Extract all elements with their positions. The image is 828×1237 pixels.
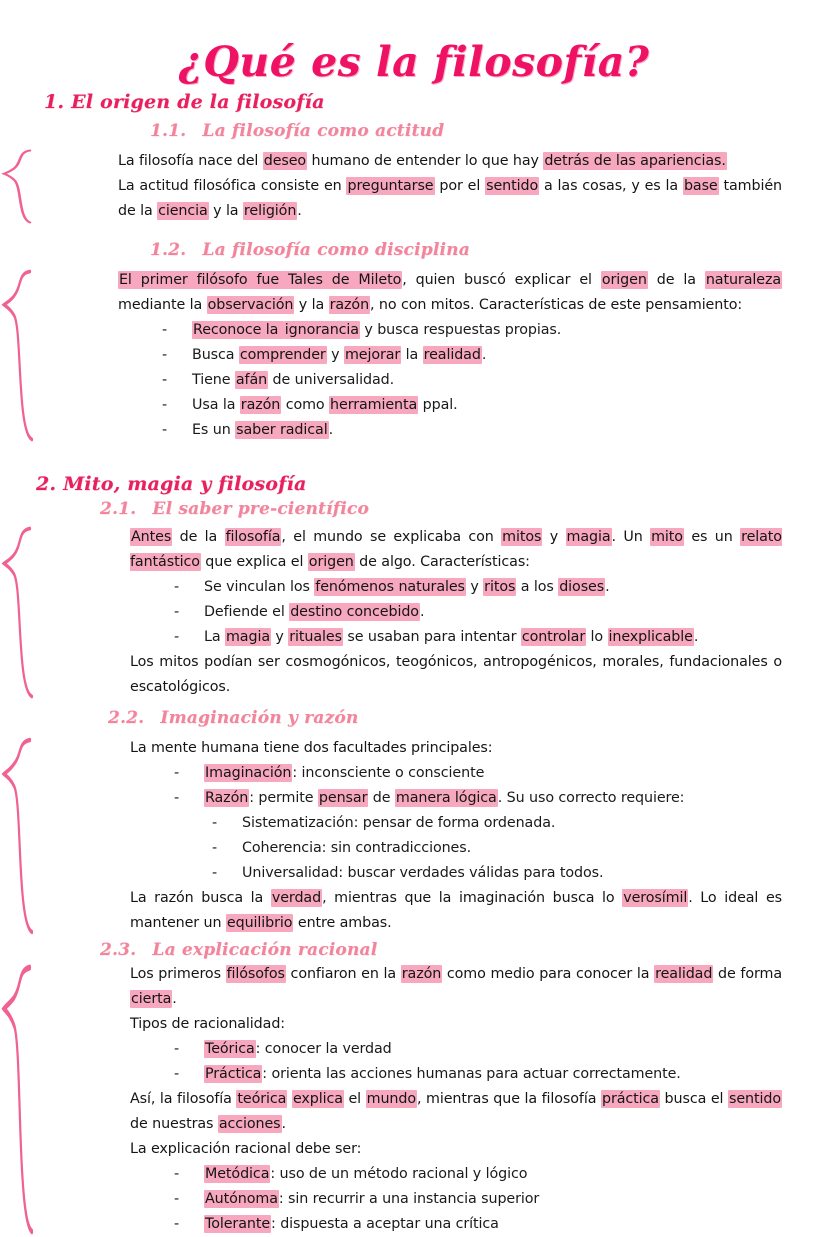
curly-brace-icon <box>0 268 40 443</box>
content-block-2-3 <box>0 962 828 1237</box>
highlighted-text: sentido <box>728 1091 781 1108</box>
subsection-title: La filosofía como actitud <box>202 121 445 142</box>
highlighted-text: relato fantástico <box>130 529 782 571</box>
subsection-title: La filosofía como disciplina <box>202 240 470 261</box>
highlighted-text: detrás de las apariencias. <box>544 153 726 170</box>
content-block-2-2 <box>0 736 828 936</box>
highlighted-text: razón <box>329 297 370 314</box>
content-block-1-2 <box>0 268 828 443</box>
highlighted-text: mitos <box>502 529 542 546</box>
subsection-title: Imaginación y razón <box>160 708 359 729</box>
paragraph: La razón busca la verdad, mientras que la imaginación busca lo verosímil. Lo ideal es mantener un equilibrio entre ambas. <box>130 890 783 932</box>
highlighted-text: pensar <box>318 790 368 807</box>
subsection-number: 1.1. <box>150 121 187 142</box>
paragraph: La explicación racional debe ser: <box>130 1141 362 1158</box>
paragraph: Los primeros filósofos confiaron en la razón como medio para conocer la realidad de forma cierta. <box>130 966 782 1008</box>
list-item: - Usa la razón como herramienta ppal. <box>158 393 782 418</box>
list-item: - Coherencia: sin contradicciones. <box>208 836 782 861</box>
list-item: - Se vinculan los fenómenos naturales y ritos a los dioses. <box>170 575 782 600</box>
subsection-heading-1-2 <box>0 240 828 260</box>
paragraph: Antes de la filosofía, el mundo se explicaba con mitos y magia. Un mito es un relato fantástico que explica el origen de algo. Características: <box>130 529 782 571</box>
highlighted-text: preguntarse <box>347 178 434 195</box>
paragraph: Tipos de racionalidad: <box>130 1016 286 1033</box>
subsection-heading-1-1 <box>0 121 828 141</box>
list-item: - Defiende el destino concebido. <box>170 600 782 625</box>
highlighted-text: práctica <box>601 1091 659 1108</box>
highlighted-text: destino concebido <box>290 604 419 621</box>
highlighted-text: rituales <box>289 629 342 646</box>
highlighted-text: ciencia <box>158 203 208 220</box>
page-title: ¿Qué es la filosofía? <box>178 38 650 86</box>
highlighted-text: razón <box>240 397 281 414</box>
subsection-number: 2.1. <box>100 499 137 520</box>
highlighted-text: Imaginación <box>205 765 292 782</box>
curly-brace-icon <box>0 736 40 936</box>
bullet-list-2-1 <box>130 575 782 650</box>
highlighted-text: mejorar <box>344 347 401 364</box>
sub-bullet-list-2-2 <box>130 811 782 886</box>
highlighted-text: explica <box>292 1091 343 1108</box>
subsection-number: 2.3. <box>100 940 137 961</box>
list-item: - Metódica: uso de un método racional y lógico <box>170 1162 782 1187</box>
subsection-title: La explicación racional <box>152 940 378 961</box>
highlighted-text: Práctica <box>205 1066 262 1083</box>
list-item: - Imaginación: inconsciente o consciente <box>170 761 782 786</box>
final-bullet-list-2-3 <box>130 1162 782 1237</box>
highlighted-text: acciones <box>218 1116 281 1133</box>
paragraph: La actitud filosófica consiste en preguntarse por el sentido a las cosas, y es la base también de la ciencia y la religión. <box>118 178 782 220</box>
subsection-heading-2-2 <box>0 708 828 728</box>
subsection-number: 1.2. <box>150 240 187 261</box>
curly-brace-icon <box>0 149 40 224</box>
bullet-list-1-2 <box>118 318 782 443</box>
content-block-1-1 <box>0 149 828 224</box>
highlighted-text: magia <box>566 529 611 546</box>
highlighted-text: El primer filósofo fue Tales de Mileto <box>119 272 402 289</box>
highlighted-text: Reconoce la <box>193 322 283 339</box>
highlighted-text: Teórica <box>205 1041 255 1058</box>
highlighted-text: teórica <box>237 1091 287 1108</box>
highlighted-text: filósofos <box>226 966 285 983</box>
section-number: 2. <box>36 473 57 496</box>
highlighted-text: Antes <box>131 529 172 546</box>
paragraph: Así, la filosofía teórica explica el mundo, mientras que la filosofía práctica busca el sentido de nuestras acciones. <box>130 1091 781 1133</box>
highlighted-text: Autónoma <box>205 1191 278 1208</box>
subsection-heading-2-3 <box>0 940 828 960</box>
list-item: - Tiene afán de universalidad. <box>158 368 782 393</box>
highlighted-text: realidad <box>423 347 481 364</box>
highlighted-text: magia <box>225 629 270 646</box>
highlighted-text: inexplicable <box>608 629 693 646</box>
highlighted-text: ignorancia <box>284 322 359 339</box>
list-item: - Teórica: conocer la verdad <box>170 1037 782 1062</box>
list-item: - Autónoma: sin recurrir a una instancia superior <box>170 1187 782 1212</box>
highlighted-text: origen <box>601 272 647 289</box>
list-item: - Reconoce la ignorancia y busca respuestas propias. <box>158 318 782 343</box>
highlighted-text: deseo <box>263 153 307 170</box>
list-item: - Universalidad: buscar verdades válidas para todos. <box>208 861 782 886</box>
highlighted-text: verdad <box>271 890 322 907</box>
bullet-list-2-2 <box>130 761 782 811</box>
content-block-2-1 <box>0 525 828 700</box>
highlighted-text: naturaleza <box>705 272 782 289</box>
highlighted-text: controlar <box>521 629 586 646</box>
highlighted-text: razón <box>401 966 442 983</box>
list-item: - La magia y rituales se usaban para intentar controlar lo inexplicable. <box>170 625 782 650</box>
highlighted-text: Razón <box>205 790 249 807</box>
curly-brace-icon <box>0 962 40 1237</box>
list-item: - Tolerante: dispuesta a aceptar una crítica <box>170 1212 782 1237</box>
paragraph: La mente humana tiene dos facultades principales: <box>130 740 493 757</box>
highlighted-text: Metódica <box>205 1166 270 1183</box>
section-heading-1 <box>0 91 828 113</box>
subsection-heading-2-1 <box>0 499 828 519</box>
highlighted-text: base <box>683 178 718 195</box>
highlighted-text: mundo <box>366 1091 416 1108</box>
highlighted-text: sentido <box>486 178 539 195</box>
highlighted-text: fenómenos naturales <box>315 579 465 596</box>
highlighted-text: origen <box>308 554 354 571</box>
section-number: 1. <box>44 91 65 114</box>
highlighted-text: ritos <box>484 579 516 596</box>
highlighted-text: verosímil <box>623 890 688 907</box>
highlighted-text: Tolerante <box>205 1216 271 1233</box>
paragraph: La filosofía nace del deseo humano de entender lo que hay detrás de las apariencias. <box>118 153 726 170</box>
highlighted-text: dioses <box>559 579 605 596</box>
highlighted-text: mito <box>651 529 683 546</box>
highlighted-text: saber radical <box>236 422 328 439</box>
list-item: - Busca comprender y mejorar la realidad. <box>158 343 782 368</box>
section-heading-2 <box>0 473 828 495</box>
subsection-title: El saber pre-científico <box>152 499 369 520</box>
highlighted-text: realidad <box>655 966 713 983</box>
paragraph: Los mitos podían ser cosmogónicos, teogónicos, antropogénicos, morales, fundacionales o escatológicos. <box>130 654 782 696</box>
section-title: El origen de la filosofía <box>71 91 325 114</box>
paragraph: El primer filósofo fue Tales de Mileto, quien buscó explicar el origen de la naturaleza mediante la observación y la razón, no con mitos. Características de este pensamiento: <box>118 272 782 314</box>
highlighted-text: religión <box>243 203 297 220</box>
highlighted-text: filosofía <box>225 529 281 546</box>
list-item: - Razón: permite pensar de manera lógica. Su uso correcto requiere: <box>170 786 782 811</box>
highlighted-text: equilibrio <box>226 915 293 932</box>
highlighted-text: cierta <box>131 991 172 1008</box>
list-item: - Es un saber radical. <box>158 418 782 443</box>
section-title: Mito, magia y filosofía <box>63 473 307 496</box>
highlighted-text: observación <box>207 297 294 314</box>
list-item: - Práctica: orienta las acciones humanas para actuar correctamente. <box>170 1062 782 1087</box>
highlighted-text: herramienta <box>330 397 418 414</box>
highlighted-text: manera lógica <box>395 790 497 807</box>
bullet-list-2-3 <box>130 1037 782 1087</box>
curly-brace-icon <box>0 525 40 700</box>
highlighted-text: comprender <box>239 347 326 364</box>
list-item: - Sistematización: pensar de forma ordenada. <box>208 811 782 836</box>
subsection-number: 2.2. <box>108 708 145 729</box>
highlighted-text: afán <box>235 372 268 389</box>
